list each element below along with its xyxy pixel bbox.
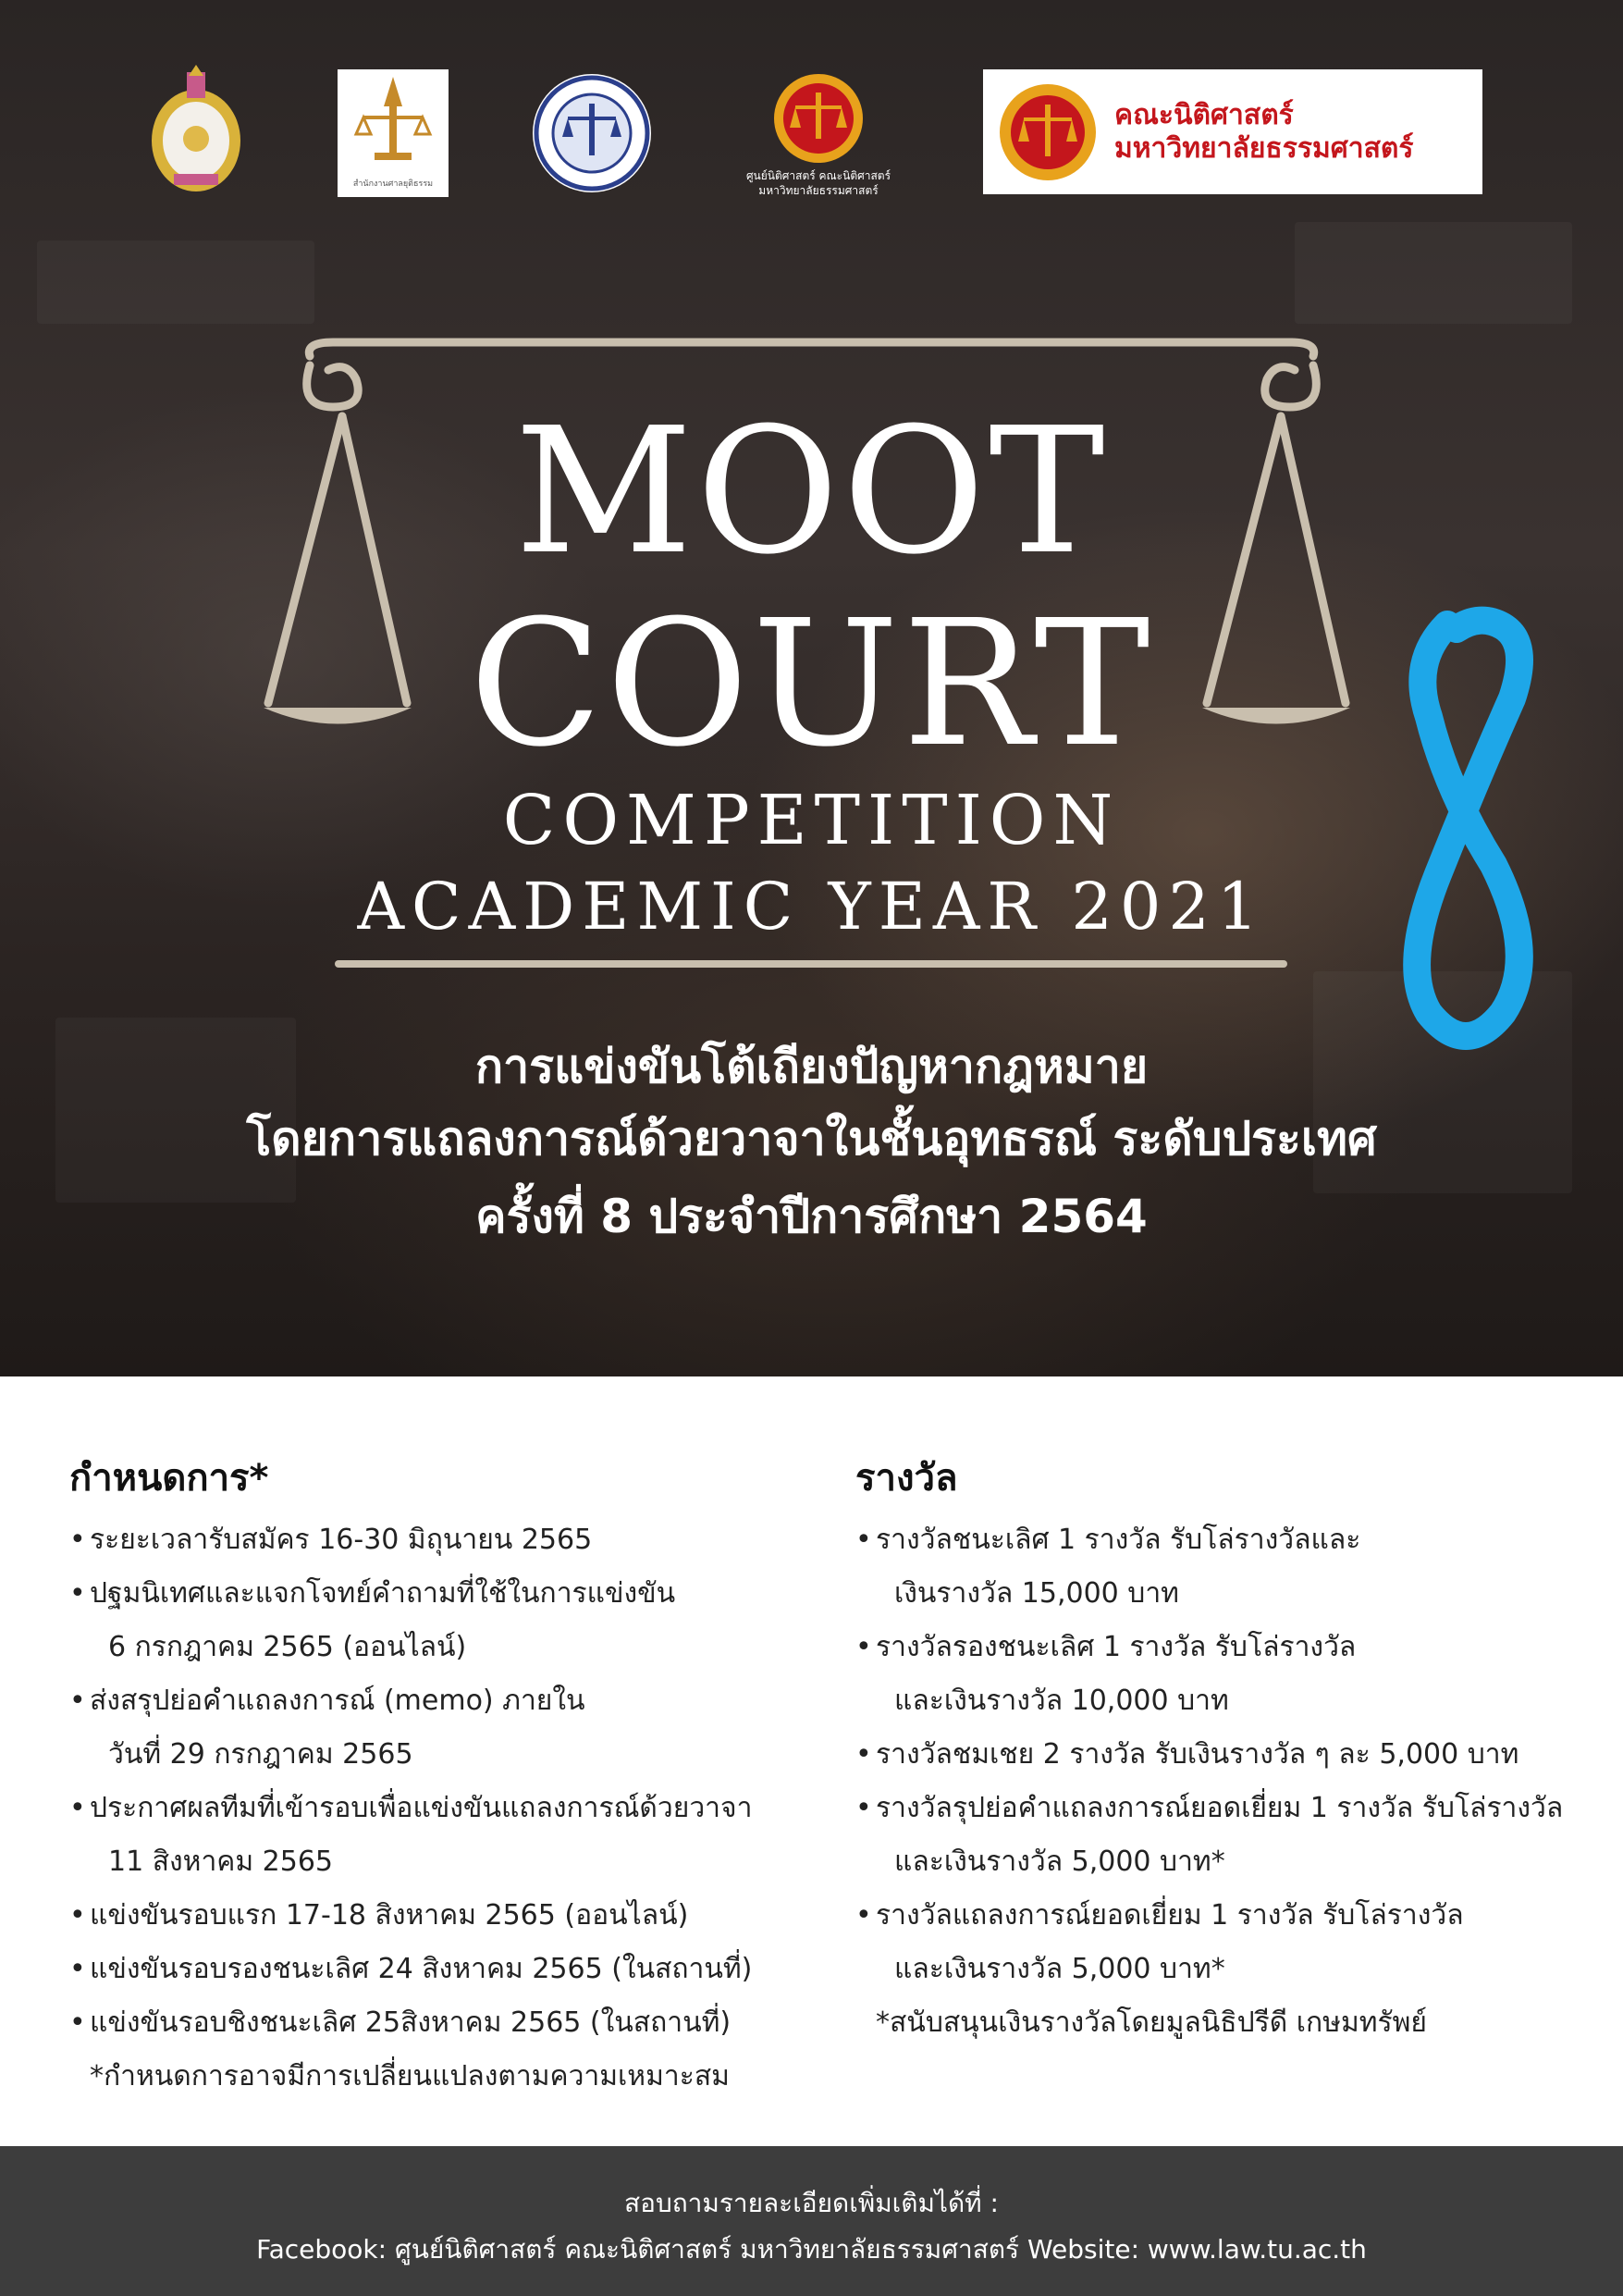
tu-university-name: มหาวิทยาลัยธรรมศาสตร์ [1114, 131, 1414, 165]
thai-title-line-2: โดยการแถลงการณ์ด้วยวาจาในชั้นอุทธรณ์ ระดับประเทศ [246, 1112, 1377, 1166]
list-item: • รางวัลแถลงการณ์ยอดเยี่ยม 1 รางวัล รับโล่รางวัล และเงินรางวัล 5,000 บาท* [855, 1899, 1464, 1985]
list-item: • รางวัลรุปย่อคำแถลงการณ์ยอดเยี่ยม 1 รางวัล รับโล่รางวัล และเงินรางวัล 5,000 บาท* [855, 1792, 1564, 1878]
schedule-heading: กำหนดการ* [69, 1457, 269, 1500]
thai-title-line-3: ครั้งที่ 8 ประจำปีการศึกษา 2564 [475, 1190, 1148, 1243]
list-item: • ส่งสรุปย่อคำแถลงการณ์ (memo) ภายใน วันที่ 29 กรกฎาคม 2565 [69, 1685, 585, 1771]
title-underline [335, 960, 1287, 968]
thai-title-line-1: การแข่งขันโต้เถียงปัญหากฎหมาย [474, 1040, 1149, 1093]
list-item: • รางวัลชมเชย 2 รางวัล รับเงินรางวัล ๆ ละ 5,000 บาท [855, 1738, 1519, 1771]
awards-note: *สนับสนุนเงินรางวัลโดยมูลนิธิปรีดี เกษมทรัพย์ [876, 2006, 1427, 2039]
law-center-caption-1: ศูนย์นิติศาสตร์ คณะนิติศาสตร์ [745, 169, 891, 182]
tu-faculty-name: คณะนิติศาสตร์ [1114, 98, 1294, 131]
list-item: • ประกาศผลทีมที่เข้ารอบเพื่อแข่งขันแถลงการณ์ด้วยวาจา 11 สิงหาคม 2565 [69, 1792, 753, 1878]
list-item: • รางวัลชนะเลิศ 1 รางวัล รับโล่รางวัลและ เงินรางวัล 15,000 บาท [855, 1524, 1361, 1610]
list-item: • ปฐมนิเทศและแจกโจทย์คำถามที่ใช้ในการแข่งขัน 6 กรกฎาคม 2565 (ออนไลน์) [69, 1577, 676, 1663]
schedule-note: *กำหนดการอาจมีการเปลี่ยนแปลงตามความเหมาะสม [90, 2060, 730, 2092]
list-item: • รางวัลรองชนะเลิศ 1 รางวัล รับโล่รางวัล และเงินรางวัล 10,000 บาท [855, 1631, 1357, 1717]
title-academic-year: ACADEMIC YEAR 2021 [357, 869, 1266, 944]
edition-number-8-icon [1392, 606, 1549, 1068]
details-section [0, 1376, 1623, 2146]
title-moot: MOOT [514, 390, 1109, 593]
title-court: COURT [469, 583, 1154, 785]
list-item: • ระยะเวลารับสมัคร 16-30 มิถุนายน 2565 [69, 1524, 593, 1556]
awards-list [855, 1513, 1595, 2050]
list-item: • แข่งขันรอบรองชนะเลิศ 24 สิงหาคม 2565 (ในสถานที่) [69, 1953, 753, 1985]
schedule-list [69, 1513, 809, 2104]
contact-details: Facebook: ศูนย์นิติศาสตร์ คณะนิติศาสตร์ มหาวิทยาลัยธรรมศาสตร์ Website: www.law.tu.ac.th [256, 2234, 1367, 2265]
list-item: • แข่งขันรอบชิงชนะเลิศ 25สิงหาคม 2565 (ในสถานที่) [69, 2006, 732, 2039]
law-center-caption-2: มหาวิทยาลัยธรรมศาสตร์ [758, 184, 879, 197]
awards-heading: รางวัล [855, 1457, 958, 1500]
list-item: • แข่งขันรอบแรก 17-18 สิงหาคม 2565 (ออนไลน์) [69, 1899, 689, 1932]
title-competition: COMPETITION [502, 781, 1121, 860]
judiciary-logo-caption: สำนักงานศาลยุติธรรม [352, 179, 434, 189]
contact-footer [0, 2146, 1623, 2296]
contact-heading: สอบถามรายละเอียดเพิ่มเติมได้ที่ : [624, 2188, 999, 2218]
